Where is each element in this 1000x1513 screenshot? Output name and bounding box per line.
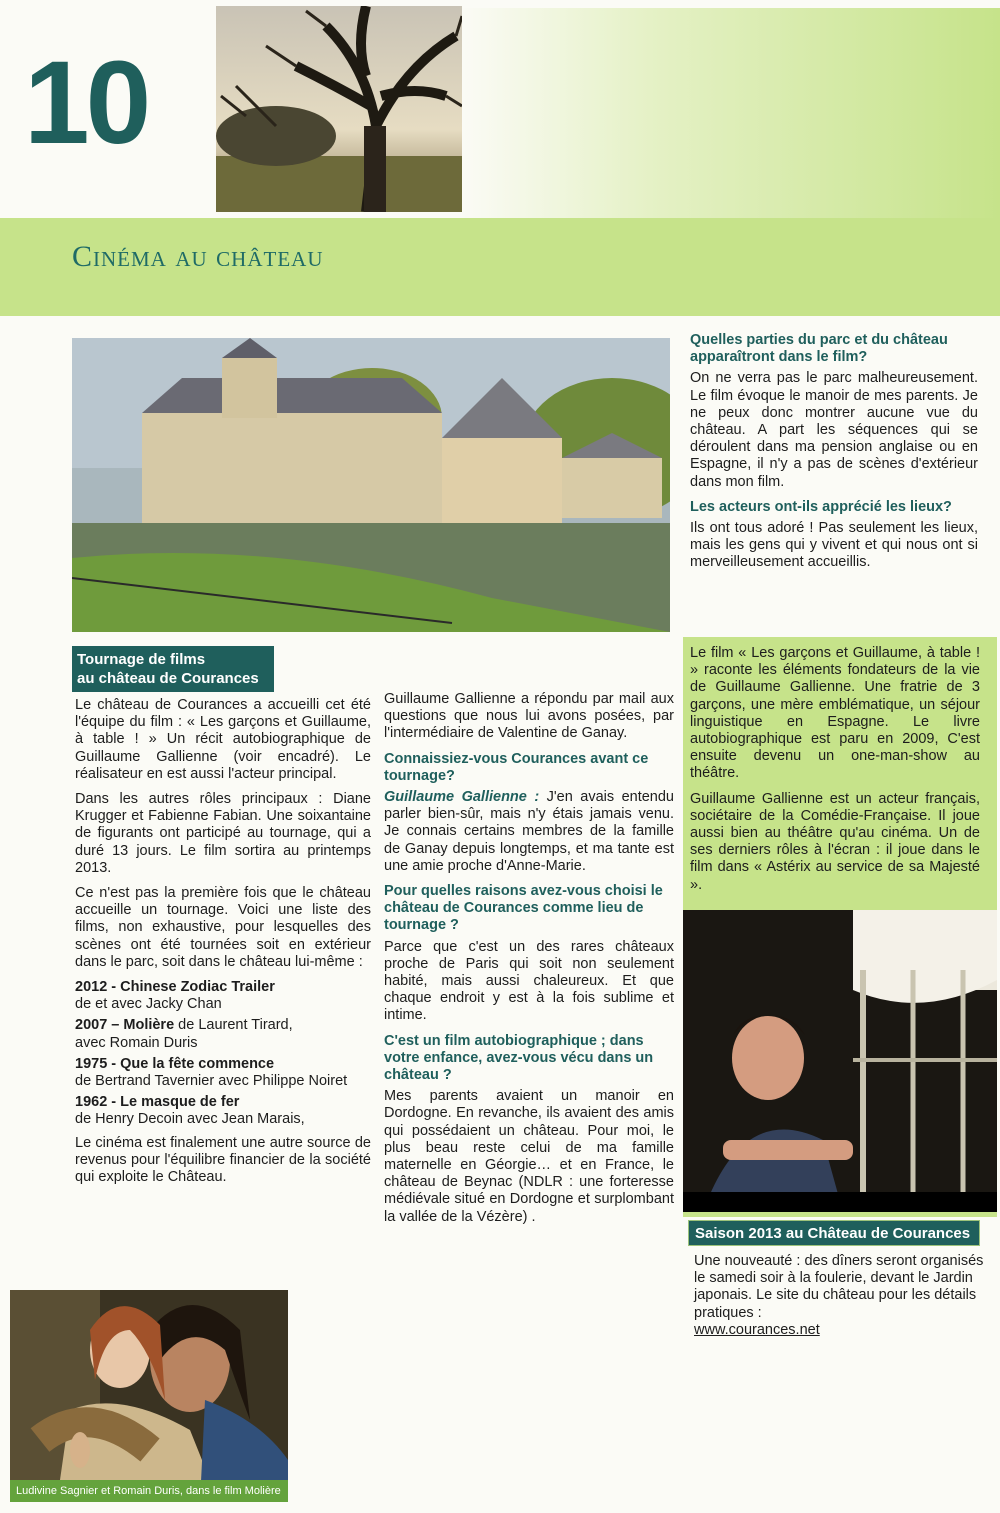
question-parts: Quelles parties du parc et du château apparaîtront dans le film? bbox=[690, 332, 948, 366]
question-childhood: C'est un film autobiographique ; dans votre enfance, avez-vous vécu dans un château ? bbox=[384, 1032, 654, 1084]
photo-caption: Ludivine Sagnier et Romain Duris, dans le film Molière bbox=[10, 1480, 288, 1502]
film-entry bbox=[75, 979, 371, 1013]
saison-description: Une nouveauté : des dîners seront organisés le samedi soir à la foulerie, devant le Jardin japonais. Le site du château pour les détails pratiques : bbox=[694, 1253, 984, 1321]
moliere-photo bbox=[10, 1290, 288, 1502]
website-link[interactable]: www.courances.net bbox=[694, 1321, 820, 1338]
tournage-column bbox=[75, 697, 371, 1194]
tournage-paragraph: Le château de Courances a accueilli cet été l'équipe du film : « Les garçons et Guillaume, à table ! » Un récit autobiographique de Guillaume Gallienne (voir encadré). Le réalisateur en est aussi l'acteur principal. bbox=[75, 697, 371, 782]
question-actors: Les acteurs ont-ils apprécié les lieux? bbox=[690, 498, 952, 515]
interview-continued bbox=[690, 332, 978, 580]
interview-column bbox=[384, 691, 674, 1234]
saison-header: Saison 2013 au Château de Courances bbox=[688, 1220, 980, 1246]
answer-reasons: Parce que c'est un des rares châteaux proche de Paris qui soit non seulement habité, mais aussi chaleureux. Et que chaque endroit y est à la fois sublime et intime. bbox=[384, 938, 674, 1024]
film-details-inline: de Laurent Tirard, bbox=[174, 1017, 293, 1034]
answer-childhood: Mes parents avaient un manoir en Dordogne. En revanche, ils avaient des amis qui possédaient un château. Pour moi, le plus beau reste celui de ma famille maternelle en Géorgie… et en France, le château de Beynac (NDLR : une forteresse médiévale situé en Dordogne et surplombant la vallée de la Vézère) . bbox=[384, 1088, 674, 1225]
saison-text bbox=[694, 1253, 984, 1339]
actor-photo bbox=[683, 910, 997, 1212]
film-entry bbox=[75, 1094, 371, 1128]
header-gradient bbox=[460, 8, 1000, 220]
tree-photo bbox=[216, 6, 462, 212]
answer-speaker: Guillaume Gallienne : bbox=[384, 789, 540, 806]
film-title: 1975 - Que la fête commence bbox=[75, 1055, 275, 1072]
question-know-courances: Connaissiez-vous Courances avant ce tournage? bbox=[384, 750, 649, 784]
tournage-header bbox=[72, 646, 274, 692]
tournage-header-line1: Tournage de films bbox=[77, 651, 206, 668]
section-title: Cinéma au château bbox=[72, 240, 324, 273]
chateau-photo bbox=[72, 338, 670, 632]
film-title: 2012 - Chinese Zodiac Trailer bbox=[75, 979, 275, 996]
film-title: 1962 - Le masque de fer bbox=[75, 1094, 240, 1111]
encadre-text bbox=[690, 645, 980, 902]
tournage-header-line2: au château de Courances bbox=[77, 670, 259, 687]
film-details: avec Romain Duris bbox=[75, 1034, 198, 1051]
tournage-closing: Le cinéma est finalement une autre source de revenus pour l'équilibre financier de la société qui exploite le Château. bbox=[75, 1134, 371, 1186]
encadre-paragraph: Le film « Les garçons et Guillaume, à table ! » raconte les éléments fondateurs de la vie de Guillaume Gallienne. Une fratrie de 3 garçons, une mère emblématique, un séjour linguistique en Espagne. Le livre autobiographique est paru en 2009, C'est ensuite devenu un one-man-show au théâtre. bbox=[690, 645, 980, 782]
film-entry bbox=[75, 1017, 371, 1051]
film-title: 2007 – Molière bbox=[75, 1017, 175, 1034]
tournage-paragraph: Dans les autres rôles principaux : Diane Krugger et Fabienne Fabian. Une soixantaine de figurants ont participé au tournage, qui a duré 13 jours. Le film sortira au printemps 2013. bbox=[75, 791, 371, 876]
interview-intro: Guillaume Gallienne a répondu par mail aux questions que nous lui avons posées, par l'intermédiaire de Valentine de Ganay. bbox=[384, 691, 674, 742]
answer-parts: On ne verra pas le parc malheureusement. Le film évoque le manoir de mes parents. Je ne peux donc montrer aucune vue du château. A part les séquences qui se déroulent dans ma pension anglaise ou en Espagne, il n'y a pas de scènes d'extérieur dans mon film. bbox=[690, 370, 978, 490]
answer-know-courances bbox=[384, 789, 674, 875]
film-details: de Henry Decoin avec Jean Marais, bbox=[75, 1111, 305, 1128]
page-number: 10 bbox=[24, 37, 148, 169]
tournage-paragraph: Ce n'est pas la première fois que le château accueille un tournage. Voici une liste des films, non exhaustive, pour lesquelles des scènes ont été tournées soit en extérieur dans le parc, soit dans le château lui-même : bbox=[75, 885, 371, 970]
answer-actors: Ils ont tous adoré ! Pas seulement les lieux, mais les gens qui y vivent et qui nous ont si merveilleusement accueillis. bbox=[690, 520, 978, 571]
question-reasons: Pour quelles raisons avez-vous choisi le château de Courances comme lieu de tournage ? bbox=[384, 883, 663, 934]
answer-text: J'en avais entendu parler bien-sûr, mais n'y étais jamais venu. Je connais certains membres de la famille de Ganay depuis longtemps, et ma tante est une amie proche d'Anne-Marie. bbox=[384, 789, 674, 874]
film-entry bbox=[75, 1056, 371, 1090]
film-details: de Bertrand Tavernier avec Philippe Noiret bbox=[75, 1073, 348, 1090]
encadre-paragraph: Guillaume Gallienne est un acteur français, sociétaire de la Comédie-Française. Il joue aussi bien au théâtre qu'au cinéma. Un de ses derniers rôles à l'écran : il joue dans le film dans « Astérix au service de sa Majesté ». bbox=[690, 790, 980, 893]
film-details: de et avec Jacky Chan bbox=[75, 996, 222, 1013]
